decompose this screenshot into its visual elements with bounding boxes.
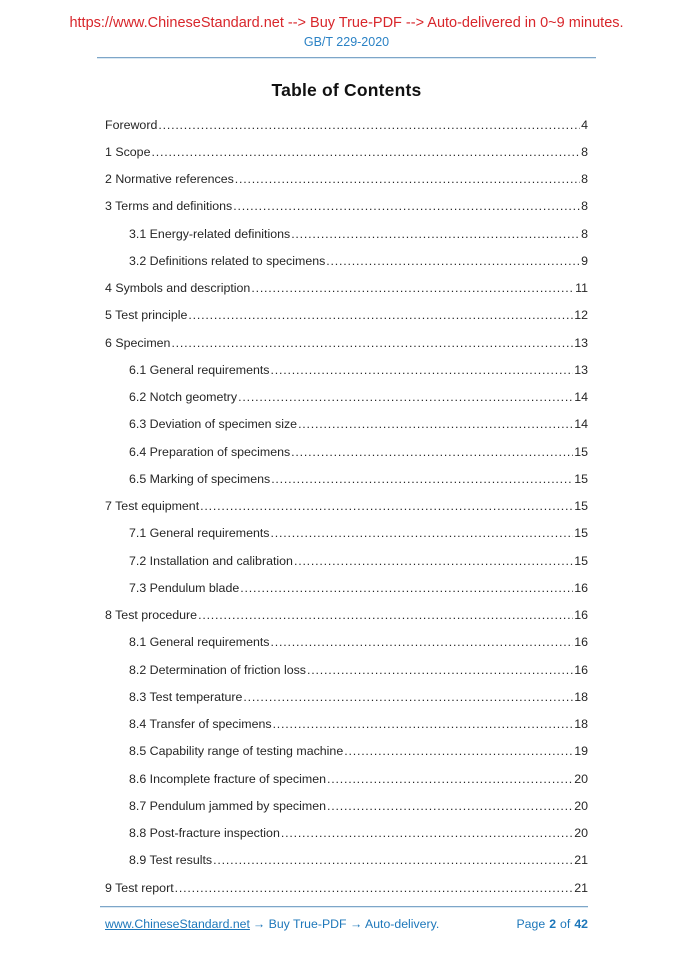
toc-entry-page: 20	[574, 771, 588, 786]
page-indicator-of: of	[560, 917, 571, 931]
toc-entry[interactable]	[105, 384, 588, 411]
toc-dot-leader	[294, 554, 573, 568]
toc-entry[interactable]	[105, 493, 588, 520]
page-indicator-label: Page	[516, 917, 546, 931]
toc-entry[interactable]	[105, 302, 588, 329]
toc-entry-label: 3 Terms and definitions	[105, 199, 233, 214]
total-page-number: 42	[574, 917, 588, 931]
toc-entry-page: 15	[574, 444, 588, 459]
toc-entry-page: 16	[574, 608, 588, 623]
toc-dot-leader	[198, 608, 573, 622]
toc-entry-page: 15	[574, 471, 588, 486]
toc-dot-leader	[151, 145, 580, 159]
toc-dot-leader	[281, 826, 573, 840]
toc-entry-label: 8.8 Post-fracture inspection	[129, 826, 280, 841]
toc-entry-label: 8.7 Pendulum jammed by specimen	[129, 798, 326, 813]
toc-dot-leader	[238, 390, 573, 404]
toc-entry-label: 8.1 General requirements	[129, 635, 270, 650]
toc-entry[interactable]	[105, 574, 588, 601]
toc-dot-leader	[271, 472, 573, 486]
toc-entry-label: 8.3 Test temperature	[129, 689, 243, 704]
toc-entry-label: 5 Test principle	[105, 308, 188, 323]
toc-entry[interactable]	[105, 629, 588, 656]
toc-entry-page: 11	[575, 281, 588, 296]
toc-entry[interactable]	[105, 411, 588, 438]
toc-entry[interactable]	[105, 111, 588, 138]
toc-entry-label: 6.1 General requirements	[129, 362, 270, 377]
toc-entry-label: 6 Specimen	[105, 335, 171, 350]
toc-entry-page: 15	[574, 526, 588, 541]
footer-promo	[105, 917, 439, 931]
toc-entry-page: 14	[574, 417, 588, 432]
toc-entry-label: 4 Symbols and description	[105, 281, 251, 296]
toc-entry[interactable]	[105, 656, 588, 683]
toc-entry-label: 8.6 Incomplete fracture of specimen	[129, 771, 326, 786]
toc-entry-page: 8	[581, 226, 588, 241]
toc-entry-page: 9	[581, 253, 588, 268]
toc-entry[interactable]	[105, 820, 588, 847]
toc-entry-label: 6.5 Marking of specimens	[129, 471, 271, 486]
toc-entry-page: 19	[574, 744, 588, 759]
toc-entry-label: 6.2 Notch geometry	[129, 390, 238, 405]
toc-dot-leader	[291, 227, 580, 241]
toc-entry-page: 20	[574, 798, 588, 813]
toc-entry[interactable]	[105, 438, 588, 465]
toc-entry-label: 3.1 Energy-related definitions	[129, 226, 291, 241]
toc-entry-label: 7.3 Pendulum blade	[129, 580, 240, 595]
toc-dot-leader	[326, 254, 580, 268]
toc-dot-leader	[171, 336, 573, 350]
toc-entry[interactable]	[105, 847, 588, 874]
toc-dot-leader	[233, 199, 580, 213]
toc-entry[interactable]	[105, 356, 588, 383]
toc-entry-label: 6.4 Preparation of specimens	[129, 444, 291, 459]
toc-entry-label: 8.5 Capability range of testing machine	[129, 744, 344, 759]
toc-dot-leader	[188, 308, 573, 322]
toc-dot-leader	[200, 499, 573, 513]
toc-entry-label: 8.2 Determination of friction loss	[129, 662, 306, 677]
toc-entry-label: Foreword	[105, 117, 158, 132]
toc-entry-page: 20	[574, 826, 588, 841]
toc-entry-label: 7.2 Installation and calibration	[129, 553, 293, 568]
toc-entry[interactable]	[105, 683, 588, 710]
toc-entry-page: 8	[581, 172, 588, 187]
toc-dot-leader	[158, 118, 580, 132]
header-promo-link[interactable]: https://www.ChineseStandard.net --> Buy True-PDF --> Auto-delivered in 0~9 minutes.	[69, 15, 624, 31]
toc-entry-label: 8.4 Transfer of specimens	[129, 717, 272, 732]
page-title: Table of Contents	[271, 80, 422, 100]
toc-dot-leader	[298, 417, 573, 431]
footer-divider	[100, 906, 588, 907]
page-indicator	[516, 917, 588, 931]
toc-entry[interactable]	[105, 520, 588, 547]
toc-dot-leader	[235, 172, 580, 186]
toc-list	[105, 111, 588, 901]
toc-dot-leader	[271, 635, 574, 649]
header-divider	[97, 57, 596, 58]
toc-entry-label: 1 Scope	[105, 144, 151, 159]
standard-code: GB/T 229-2020	[303, 35, 390, 49]
toc-entry-label: 6.3 Deviation of specimen size	[129, 417, 298, 432]
toc-entry-page: 16	[574, 662, 588, 677]
toc-dot-leader	[175, 881, 574, 895]
toc-entry[interactable]	[105, 275, 588, 302]
toc-entry-page: 18	[574, 717, 588, 732]
toc-dot-leader	[251, 281, 574, 295]
toc-entry[interactable]	[105, 220, 588, 247]
toc-dot-leader	[213, 853, 573, 867]
toc-dot-leader	[307, 663, 573, 677]
toc-entry-page: 14	[574, 390, 588, 405]
toc-dot-leader	[344, 744, 573, 758]
toc-entry-label: 7 Test equipment	[105, 499, 200, 514]
toc-entry[interactable]	[105, 329, 588, 356]
footer	[105, 913, 588, 935]
toc-entry[interactable]	[105, 738, 588, 765]
toc-entry-page: 16	[574, 580, 588, 595]
toc-entry-page: 16	[574, 635, 588, 650]
toc-entry-page: 12	[574, 308, 588, 323]
toc-dot-leader	[243, 690, 573, 704]
toc-entry-page: 8	[581, 144, 588, 159]
toc-dot-leader	[240, 581, 573, 595]
toc-entry-page: 8	[581, 199, 588, 214]
toc-dot-leader	[271, 363, 574, 377]
toc-entry-page: 15	[574, 553, 588, 568]
toc-entry-page: 4	[581, 117, 588, 132]
current-page-number: 2	[549, 917, 557, 931]
toc-entry-label: 8 Test procedure	[105, 608, 198, 623]
toc-entry-label: 8.9 Test results	[129, 853, 213, 868]
footer-site-link[interactable]: www.ChineseStandard.net	[105, 917, 250, 931]
toc-entry-page: 13	[574, 335, 588, 350]
toc-entry-label: 7.1 General requirements	[129, 526, 270, 541]
toc-entry-page: 15	[574, 499, 588, 514]
toc-entry-page: 13	[574, 362, 588, 377]
toc-dot-leader	[271, 526, 574, 540]
toc-dot-leader	[291, 445, 573, 459]
toc-dot-leader	[327, 772, 573, 786]
toc-entry[interactable]	[105, 166, 588, 193]
toc-entry[interactable]	[105, 547, 588, 574]
toc-entry[interactable]	[105, 765, 588, 792]
toc-entry-label: 2 Normative references	[105, 172, 234, 187]
footer-promo-text: → Buy True-PDF → Auto-delivery.	[252, 917, 440, 931]
toc-entry-page: 21	[574, 880, 588, 895]
toc-dot-leader	[273, 717, 574, 731]
toc-entry[interactable]	[105, 193, 588, 220]
toc-dot-leader	[327, 799, 573, 813]
toc-entry-label: 3.2 Definitions related to specimens	[129, 253, 326, 268]
toc-entry[interactable]	[105, 138, 588, 165]
toc-entry[interactable]	[105, 874, 588, 901]
toc-entry-label: 9 Test report	[105, 880, 174, 895]
toc-entry-page: 18	[574, 689, 588, 704]
toc-entry[interactable]	[105, 792, 588, 819]
toc-entry-page: 21	[574, 853, 588, 868]
toc-entry[interactable]	[105, 465, 588, 492]
toc-entry[interactable]	[105, 711, 588, 738]
toc-entry[interactable]	[105, 602, 588, 629]
toc-entry[interactable]	[105, 247, 588, 274]
